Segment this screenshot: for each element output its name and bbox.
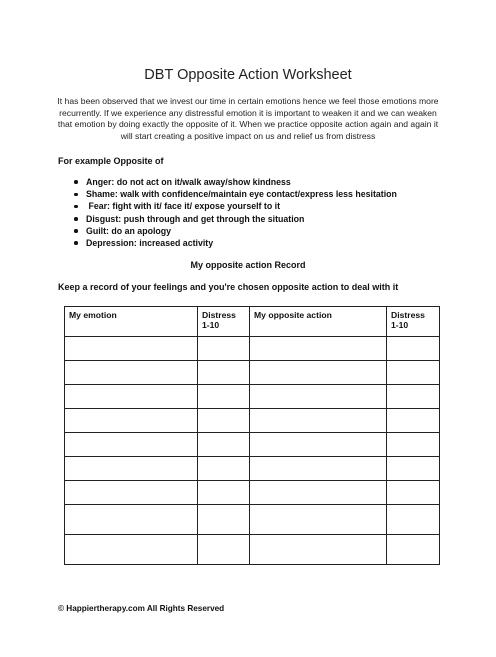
record-instruction: Keep a record of your feelings and you're chosen opposite action to deal with it [58,282,399,292]
table-row [65,361,440,385]
intro-paragraph: It has been observed that we invest our time in certain emotions hence we feel those emotions more recurrently. If we experience any distressful emotion it is important to weaken it and we can weaken that emotion by doing exactly the opposite of it. When we practice opposite action again and again it will start creating a positive impact on us and relief us from distress [57,96,439,141]
bullet-icon [74,193,78,197]
emotion-cell[interactable] [65,385,198,409]
opposite-action-cell[interactable] [250,385,387,409]
opposite-action-cell[interactable] [250,409,387,433]
distress-cell[interactable] [387,361,440,385]
opposite-action-record-table [64,306,440,565]
page-title: DBT Opposite Action Worksheet [144,67,352,83]
bullet-icon [74,229,78,233]
copyright-footer: © Happiertherapy.com All Rights Reserved [58,604,225,613]
opposite-action-cell[interactable] [250,535,387,565]
emotion-cell[interactable] [65,409,198,433]
table-row [65,457,440,481]
distress-cell[interactable] [387,505,440,535]
bullet-icon [74,217,78,221]
emotion-cell[interactable] [65,457,198,481]
opposite-action-cell[interactable] [250,337,387,361]
emotion-cell[interactable] [65,337,198,361]
distress-cell[interactable] [198,505,250,535]
distress-cell[interactable] [198,361,250,385]
table-row [65,481,440,505]
opposite-action-cell[interactable] [250,505,387,535]
example-heading: For example Opposite of [58,156,164,166]
distress-cell[interactable] [387,337,440,361]
emotion-cell[interactable] [65,361,198,385]
emotion-cell[interactable] [65,505,198,535]
list-item-text: Disgust: push through and get through the situation [86,213,305,224]
list-item-text: Shame: walk with confidence/maintain eye contact/express less hesitation [86,189,397,200]
distress-cell[interactable] [387,457,440,481]
list-item [58,176,397,188]
distress-cell[interactable] [387,535,440,565]
distress-cell[interactable] [387,409,440,433]
opposite-action-cell[interactable] [250,481,387,505]
list-item-text: Depression: increased activity [86,237,214,248]
list-item-text: Guilt: do an apology [86,225,172,236]
distress-cell[interactable] [387,385,440,409]
table-row [65,433,440,457]
distress-cell[interactable] [198,385,250,409]
table-row [65,385,440,409]
examples-list [58,176,397,249]
emotion-cell[interactable] [65,535,198,565]
list-item-text: Fear: fight with it/ face it/ expose yourself to it [86,201,281,212]
distress-cell[interactable] [387,481,440,505]
list-item [58,213,397,225]
column-header-emotion: My emotion [65,307,198,337]
distress-cell[interactable] [198,337,250,361]
list-item [58,200,397,212]
bullet-icon [74,180,78,184]
column-header-opposite-action: My opposite action [250,307,387,337]
list-item [58,225,397,237]
emotion-cell[interactable] [65,433,198,457]
bullet-icon [74,205,78,209]
column-header-distress-after: Distress 1-10 [387,307,440,337]
table-row [65,535,440,565]
list-item [58,188,397,200]
column-header-distress-before: Distress 1-10 [198,307,250,337]
opposite-action-cell[interactable] [250,361,387,385]
emotion-cell[interactable] [65,481,198,505]
table-row [65,505,440,535]
table-header-row [65,307,440,337]
distress-cell[interactable] [198,433,250,457]
table-row [65,337,440,361]
distress-cell[interactable] [387,433,440,457]
distress-cell[interactable] [198,535,250,565]
record-heading: My opposite action Record [190,260,306,270]
table-row [65,409,440,433]
list-item-text: Anger: do not act on it/walk away/show kindness [86,177,291,187]
list-item [58,237,397,249]
opposite-action-cell[interactable] [250,433,387,457]
distress-cell[interactable] [198,457,250,481]
distress-cell[interactable] [198,409,250,433]
bullet-icon [74,241,78,245]
distress-cell[interactable] [198,481,250,505]
opposite-action-cell[interactable] [250,457,387,481]
